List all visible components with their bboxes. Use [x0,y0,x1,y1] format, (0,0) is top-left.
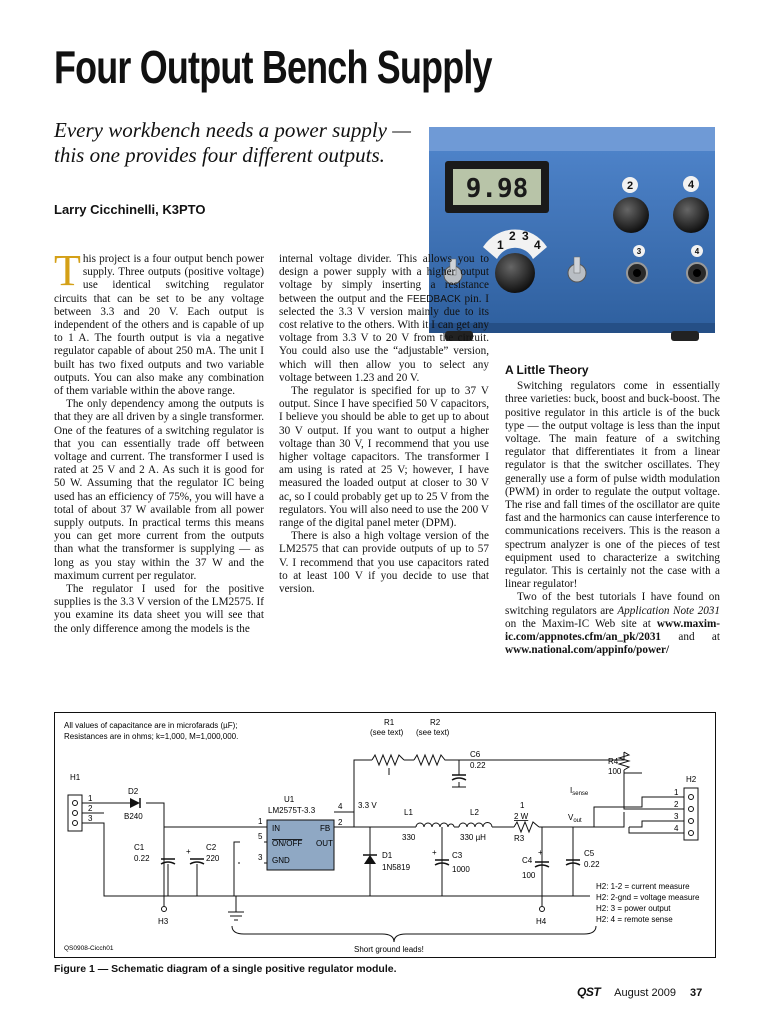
component-label: R3 [514,834,525,843]
drawing-id: QS0908-Cicch01 [64,945,114,952]
legend-line: H2: 3 = power output [596,904,671,913]
paragraph: The regulator I used for the positive supplies is the 3.3 V version of the LM2575. If you examine its data sheet you will see that the only difference among the models is the [54,583,264,635]
component-label: C5 [584,849,595,858]
connector-label: H1 [70,773,81,782]
pin-number: 4 [674,824,679,833]
article-subtitle: Every workbench needs a power supply — this one provides four different outputs. [54,118,411,167]
knob-label: 4 [687,179,695,191]
selector-label: 1 [497,238,504,252]
legend-line: H2: 4 = remote sense [596,915,673,924]
output-jack-hole [693,269,701,277]
component-value: LM2575T-3.3 [268,806,316,815]
chassis-top [429,127,715,151]
paragraph: Switching regulators come in essentially three varieties: buck, boost and buck-boost. The positive regulator in this article is of the buck type — the output voltage is less than the input voltage. The main feature of a switching regulator that differentiates it from a linear regulator is that the switcher oscillates. They generally use a form of pulse width modulation (PWM) in order to regulate the output voltage. The rise and fall times of the oscillator are quite fast and the harmonics can cause interference to communications receivers. This is the reason a spectrum analyzer is one of the pieces of test equipment used to characterize a switching regulator. This is certainly not the case with a linear regulator! [505,380,720,591]
magazine-logo: QST [577,985,601,999]
url-link[interactable]: www.maxim-ic.com/appnotes.cfm/an_pk/2031 [505,617,720,644]
pin-number: 2 [88,804,93,813]
meter-reading: 9.98 [465,174,529,204]
jack-label: 4 [694,247,700,256]
legend-line: H2: 2-gnd = voltage measure [596,893,700,902]
net-label: 3.3 V [358,801,377,810]
component-label: U1 [284,795,295,804]
component-value: 100 [522,871,536,880]
component-label: L2 [470,808,479,817]
pin-name: OUT [316,839,333,848]
feedback-pin-name: FEEDBACK [406,293,461,305]
jack-label: 3 [636,247,642,256]
connector-pin [689,819,694,824]
component-value: 0.22 [134,854,150,863]
app-note-reference: Application Note 2031 [617,604,720,617]
pin-number: 3 [674,812,679,821]
drop-cap: T [54,246,81,295]
test-point-label: H3 [158,917,169,926]
pin-number: 2 [338,818,343,827]
connector-pin [73,821,78,826]
polarity-mark: + [432,848,437,857]
paragraph: internal voltage divider. This allows you to design a power supply with a higher output voltage by simply inserting a resistance between the output and the FEEDBACK pin. I selected the 3.3 V version mainly due to its cost relative to the others. With it I can get any voltage from 3.3 V to 20 V from the circuit. You could also use the “adjustable” version, which will then allow you to select any voltage between 1.23 and 20 V. [279,253,489,384]
pin-name: FB [320,824,331,833]
component-label: C1 [134,843,145,852]
ground-note: Short ground leads! [354,945,424,954]
component-label: C3 [452,851,463,860]
figure-caption: Figure 1 — Schematic diagram of a single positive regulator module. [54,963,397,975]
pin-number: 1 [258,817,263,826]
connector-pin [73,811,78,816]
paragraph: Two of the best tutorials I have found on switching regulators are Application Note 2031 on the Maxim-IC Web site at www.maxim-ic.com/appnotes.cfm/an_pk/2031 and at www.national.com/appinfo/power/ [505,591,720,657]
component-value: 330 µH [460,833,486,842]
test-point-h3 [162,907,167,912]
component-label: C6 [470,750,481,759]
schematic-diagram [54,712,716,958]
pin-number: 1 [88,794,93,803]
selector-label: 2 [509,229,516,243]
polarity-mark: + [538,848,543,857]
body-column-1 [54,246,264,636]
page-footer [577,985,702,999]
issue-date: August 2009 [614,987,676,999]
pin-name: ON/OFF [272,839,303,848]
paragraph: There is also a high voltage version of the LM2575 that can provide outputs of up to 57 V. I recommend that you use capacitors rated to at least 100 V if you decide to use that version. [279,530,489,596]
connector-pin [689,831,694,836]
component-value: 1N5819 [382,863,411,872]
component-label: R4 [608,757,619,766]
component-label: C2 [206,843,217,852]
section-heading: A Little Theory [505,363,589,377]
component-value: 1000 [452,865,470,874]
component-label: R1 [384,718,395,727]
component-value: (see text) [370,728,404,737]
body-column-3 [505,364,720,657]
net-label: $V_{out}$ [568,813,582,824]
selector-label: 3 [522,229,529,243]
schematic-note: All values of capacitance are in microfarads (µF); [64,721,238,730]
connector-pin [689,795,694,800]
voltage-knob [673,197,709,233]
article-title: Four Output Bench Supply [54,41,492,93]
voltage-knob [613,197,649,233]
component-value: B240 [124,812,143,821]
pin-number: 3 [88,814,93,823]
pin-number: 2 [674,800,679,809]
connector-label: H2 [686,775,697,784]
component-value: (see text) [416,728,450,737]
test-point-h4 [540,907,545,912]
toggle-lever [574,257,580,273]
legend-line: H2: 1-2 = current measure [596,882,690,891]
polarity-mark: + [186,847,191,856]
pin-name: IN [272,824,280,833]
component-value: 330 [402,833,416,842]
component-label: L1 [404,808,413,817]
paragraph: The regulator is specified for up to 37 V output. Since I have specified 50 V capacitors, I believe you should be able to get up to about 30 V output. If you want to output a higher voltage than 30 V, I recommend that you use higher voltage capacitors. The transformer I am using is rated at 25 V; however, I have measured the loaded output at closer to 30 V ac, so I could probably get up to 25 V from the regulators. You will also need to use the 200 V range of the digital panel meter (DPM). [279,385,489,530]
component-value: 220 [206,854,220,863]
schematic-note: Resistances are in ohms; k=1,000, M=1,000,000. [64,732,239,741]
output-jack-hole [633,269,641,277]
selector-knob [495,253,535,293]
body-column-2 [279,253,489,596]
component-label: C4 [522,856,533,865]
pin-number: 4 [338,802,343,811]
pin-number: 1 [674,788,679,797]
component-value: 0.22 [584,860,600,869]
component-value: 0.22 [470,761,486,770]
component-label: D1 [382,851,393,860]
pin-name: GND [272,856,290,865]
connector-pin [73,801,78,806]
component-label: R2 [430,718,441,727]
test-point-label: H4 [536,917,547,926]
paragraph: The only dependency among the outputs is that they are all driven by a single transformer. One of the features of a switching regulator is that you can essentially trade off between voltage and current. The transformer I used is rated at 25 V and 2 A. As such it is good for 50 W. Assuming that the regulator IC being used has an efficiency of 75%, you will have a total of about 37 W available from all power supply outputs. In practical terms this means you can get more current from the outputs than what the transformer is supplying — as long as you stay within the 37 W and the maximum current per regulator. [54,398,264,582]
connector-pin [689,807,694,812]
pin-number: 3 [258,853,263,862]
component-value: 100 [608,767,622,776]
knob-label: 2 [626,180,634,192]
selector-label: 4 [534,238,541,252]
page-number: 37 [689,987,703,999]
component-label: D2 [128,787,139,796]
paragraph: This project is a four output bench power supply. Three outputs (positive voltage) use identical switching regulator circuits that can be set to be any voltage between 3.3 and 20 V. Each output is independent of the others and is capable of up to 1 A. The fourth output is via a negative regulator capable of about 250 mA. The unit I built has two fixed outputs and two variable outputs. You can also make any combination of them variable within the above range. [54,246,264,398]
component-value: 2 W [514,812,529,821]
net-label: $I_{sense}$ [570,786,589,797]
component-value: 1 [520,801,525,810]
chassis-foot [671,331,699,341]
url-link[interactable]: www.national.com/appinfo/power/ [505,644,670,657]
article-author: Larry Cicchinelli, K3PTO [54,202,206,217]
pin-number: 5 [258,832,263,841]
